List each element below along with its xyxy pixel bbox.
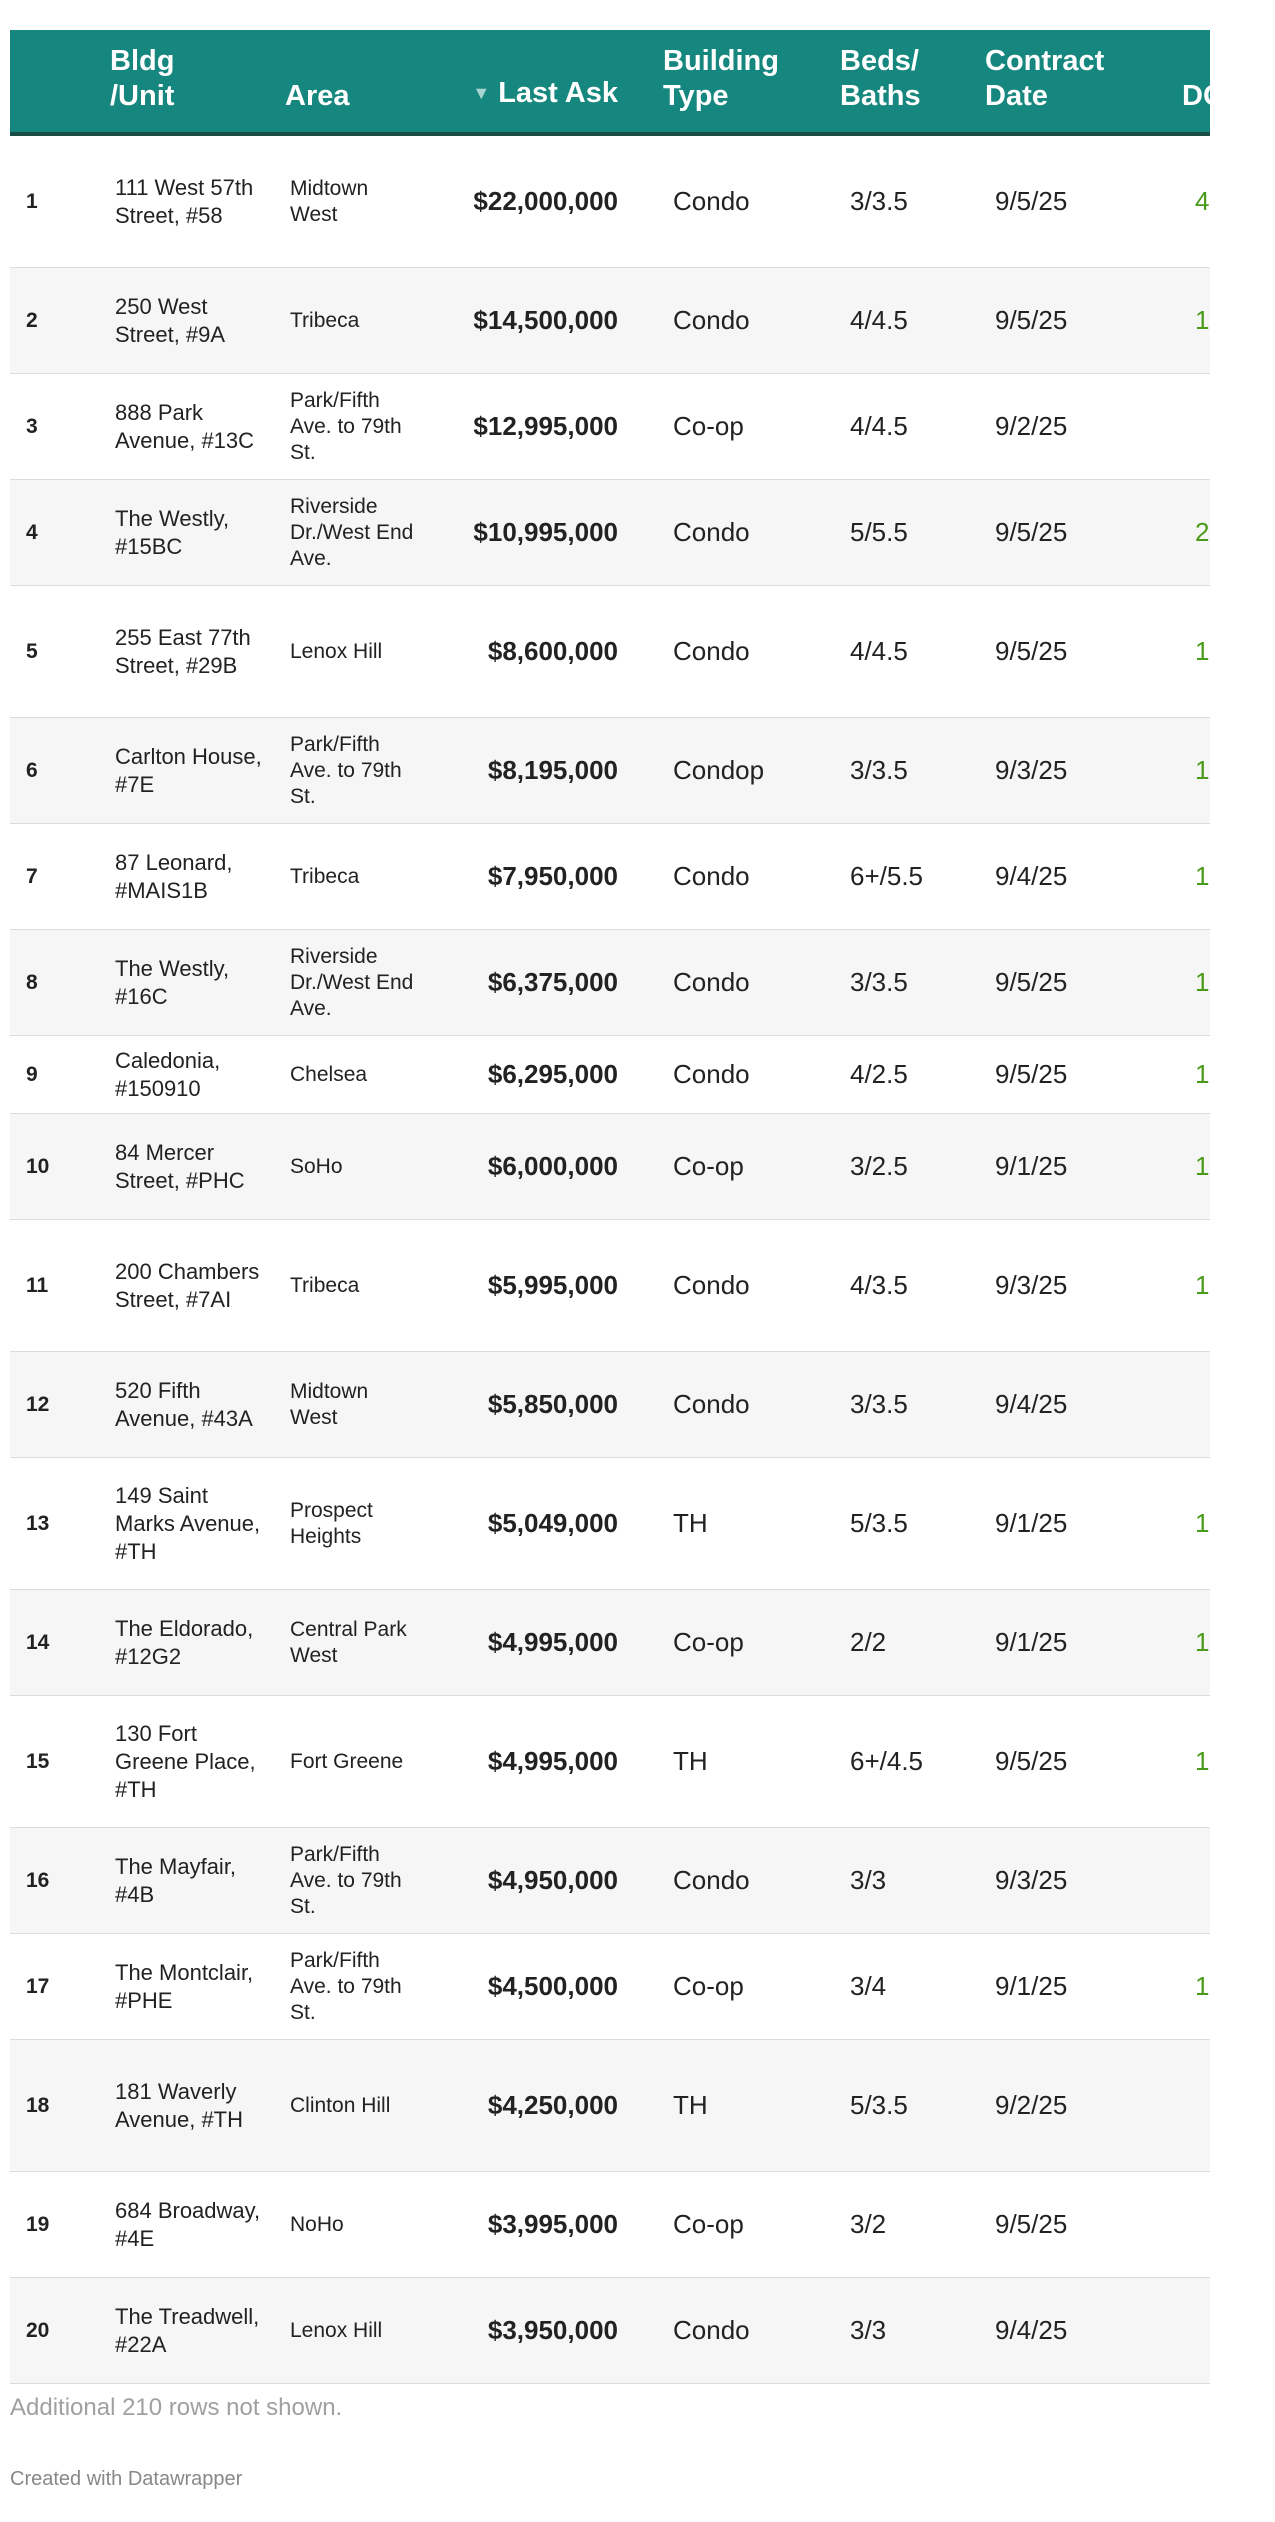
rows-hidden-note: Additional 210 rows not shown. [10, 2394, 343, 2421]
contract-date-cell: 9/2/25 [995, 411, 1068, 441]
building-type-cell: Condop [673, 755, 765, 785]
beds-baths-cell: 3/4 [850, 1971, 887, 2001]
last-ask-cell: $4,250,000 [487, 2090, 618, 2120]
column-header-contract-date[interactable] [985, 44, 1104, 114]
beds-baths-cell: 4/4.5 [850, 305, 908, 335]
area-cell: Midtown West [290, 1379, 369, 1429]
row-rank: 19 [26, 2212, 50, 2236]
dom-cell: 1 [1195, 1151, 1210, 1181]
column-header-label: Bldg /Unit [110, 45, 175, 112]
dom-cell: 1 [1195, 1508, 1210, 1538]
row-rank: 9 [26, 1062, 38, 1086]
building-type-cell: Condo [673, 1865, 750, 1895]
area-cell: Park/Fifth Ave. to 79th St. [290, 732, 402, 808]
row-rank: 3 [26, 414, 38, 438]
contract-date-cell: 9/5/25 [995, 967, 1068, 997]
building-type-cell: Condo [673, 186, 750, 216]
building-type-cell: Condo [673, 861, 750, 891]
contract-date-cell: 9/1/25 [995, 1971, 1068, 2001]
table-row [10, 374, 1210, 480]
contract-date-cell: 9/5/25 [995, 2209, 1068, 2239]
last-ask-cell: $7,950,000 [487, 861, 618, 891]
row-rank: 13 [26, 1511, 50, 1535]
building-type-cell: Condo [673, 636, 750, 666]
contract-date-cell: 9/3/25 [995, 755, 1068, 785]
building-unit-cell[interactable]: The Westly, #15BC [115, 505, 230, 559]
dom-cell: 1 [1195, 636, 1210, 666]
last-ask-cell: $4,950,000 [487, 1865, 618, 1895]
last-ask-cell: $3,950,000 [487, 2315, 618, 2345]
column-header-label: DOM [1182, 80, 1250, 112]
table-row [10, 480, 1210, 586]
last-ask-cell: $5,850,000 [487, 1389, 618, 1419]
dom-cell: 1 [1195, 1971, 1210, 2001]
last-ask-cell: $8,600,000 [487, 636, 618, 666]
beds-baths-cell: 3/3.5 [850, 1389, 908, 1419]
area-cell: Park/Fifth Ave. to 79th St. [290, 388, 402, 464]
building-type-cell: Co-op [673, 1151, 744, 1181]
last-ask-cell: $5,049,000 [487, 1508, 618, 1538]
dom-cell: 1 [1195, 305, 1210, 335]
last-ask-cell: $12,995,000 [473, 411, 618, 441]
beds-baths-cell: 3/3 [850, 1865, 887, 1895]
contract-date-cell: 9/1/25 [995, 1151, 1068, 1181]
row-rank: 20 [26, 2318, 50, 2342]
beds-baths-cell: 6+/4.5 [850, 1746, 924, 1776]
building-unit-cell[interactable]: 250 West Street, #9A [115, 293, 226, 347]
column-header-dom[interactable] [1182, 79, 1250, 114]
table-header [10, 30, 1250, 136]
table-row [10, 268, 1210, 374]
dom-cell: 1 [1195, 1059, 1210, 1089]
table-row [10, 1696, 1210, 1828]
building-unit-cell[interactable]: 200 Chambers Street, #7AI [115, 1258, 260, 1312]
table-row [10, 2172, 1210, 2278]
column-header-label: Contract Date [985, 45, 1105, 112]
building-unit-cell[interactable]: 87 Leonard, #MAIS1B [115, 849, 233, 903]
table-body [10, 136, 1210, 2384]
row-rank: 18 [26, 2093, 50, 2117]
column-header-building-type[interactable] [663, 44, 779, 114]
row-rank: 4 [26, 520, 38, 544]
dom-cell [1195, 374, 1275, 479]
dom-cell [1195, 2040, 1275, 2171]
dom-cell: 1 [1195, 861, 1210, 891]
sort-descending-icon: ▼ [472, 83, 491, 103]
building-type-cell: TH [673, 1508, 708, 1538]
beds-baths-cell: 6+/5.5 [850, 861, 924, 891]
building-type-cell: Co-op [673, 2209, 744, 2239]
building-unit-cell[interactable]: Carlton House, #7E [115, 743, 262, 797]
beds-baths-cell: 2/2 [850, 1627, 887, 1657]
building-unit-cell[interactable]: 888 Park Avenue, #13C [115, 399, 255, 453]
contract-date-cell: 9/5/25 [995, 1059, 1068, 1089]
dom-cell: 2 [1195, 517, 1210, 547]
last-ask-cell: $10,995,000 [473, 517, 618, 547]
building-unit-cell[interactable]: The Mayfair, #4B [115, 1853, 237, 1907]
last-ask-cell: $22,000,000 [473, 186, 618, 216]
dom-cell [1195, 1352, 1275, 1457]
building-unit-cell[interactable]: The Eldorado, #12G2 [115, 1615, 254, 1669]
area-cell: Clinton Hill [290, 2093, 391, 2117]
area-cell: NoHo [290, 2212, 344, 2236]
row-rank: 16 [26, 1868, 50, 1892]
building-unit-cell[interactable]: 255 East 77th Street, #29B [115, 624, 251, 678]
last-ask-cell: $6,375,000 [487, 967, 618, 997]
row-rank: 8 [26, 970, 38, 994]
building-unit-cell[interactable]: The Montclair, #PHE [115, 1959, 254, 2013]
last-ask-cell: $4,995,000 [487, 1627, 618, 1657]
contract-date-cell: 9/3/25 [995, 1865, 1068, 1895]
area-cell: Chelsea [290, 1062, 368, 1086]
table-row [10, 1114, 1210, 1220]
area-cell: Tribeca [290, 864, 360, 888]
beds-baths-cell: 3/3.5 [850, 755, 908, 785]
row-rank: 6 [26, 758, 38, 782]
contract-date-cell: 9/5/25 [995, 305, 1068, 335]
contract-date-cell: 9/3/25 [995, 1270, 1068, 1300]
building-type-cell: Condo [673, 305, 750, 335]
contract-date-cell: 9/1/25 [995, 1627, 1068, 1657]
area-cell: Midtown West [290, 176, 369, 226]
building-unit-cell[interactable]: Caledonia, #150910 [115, 1047, 221, 1101]
row-rank: 14 [26, 1630, 50, 1654]
beds-baths-cell: 5/3.5 [850, 1508, 908, 1538]
building-type-cell: Condo [673, 1389, 750, 1419]
building-type-cell: Condo [673, 967, 750, 997]
beds-baths-cell: 4/3.5 [850, 1270, 908, 1300]
building-unit-cell[interactable]: 181 Waverly Avenue, #TH [115, 2078, 244, 2132]
area-cell: SoHo [290, 1154, 343, 1178]
building-type-cell: TH [673, 2090, 708, 2120]
area-cell: Tribeca [290, 308, 360, 332]
column-header-label: Last Ask [498, 77, 618, 109]
table-row [10, 1590, 1210, 1696]
building-type-cell: Condo [673, 2315, 750, 2345]
last-ask-cell: $4,995,000 [487, 1746, 618, 1776]
row-rank: 7 [26, 864, 38, 888]
row-rank: 11 [26, 1273, 49, 1297]
table-row [10, 930, 1210, 1036]
last-ask-cell: $3,995,000 [487, 2209, 618, 2239]
dom-cell: 1 [1195, 1627, 1210, 1657]
building-unit-cell[interactable]: 84 Mercer Street, #PHC [115, 1139, 245, 1193]
table-row [10, 2040, 1210, 2172]
contract-date-cell: 9/4/25 [995, 861, 1068, 891]
area-cell: Tribeca [290, 1273, 360, 1297]
building-unit-cell[interactable]: 130 Fort Greene Place, #TH [115, 1720, 256, 1802]
dom-cell: 1 [1195, 967, 1210, 997]
column-header-bldg-unit[interactable] [110, 44, 174, 114]
area-cell: Park/Fifth Ave. to 79th St. [290, 1842, 402, 1918]
beds-baths-cell: 3/2.5 [850, 1151, 908, 1181]
contract-date-cell: 9/4/25 [995, 2315, 1068, 2345]
table-row [10, 1934, 1210, 2040]
building-type-cell: Co-op [673, 1627, 744, 1657]
dom-cell [1195, 2172, 1275, 2277]
beds-baths-cell: 3/3.5 [850, 967, 908, 997]
building-type-cell: Co-op [673, 411, 744, 441]
column-header-label: Beds/ Baths [840, 45, 921, 112]
table-row [10, 136, 1210, 268]
contract-date-cell: 9/4/25 [995, 1389, 1068, 1419]
building-unit-cell[interactable]: 684 Broadway, #4E [115, 2197, 261, 2251]
beds-baths-cell: 4/4.5 [850, 636, 908, 666]
column-header-last-ask[interactable] [435, 76, 618, 114]
row-rank: 10 [26, 1154, 50, 1178]
table-row [10, 1458, 1210, 1590]
listings-table [10, 30, 1250, 2384]
table-row [10, 1828, 1210, 1934]
area-cell: Central Park West [290, 1617, 407, 1667]
building-type-cell: Condo [673, 1059, 750, 1089]
last-ask-cell: $8,195,000 [487, 755, 618, 785]
row-rank: 17 [26, 1974, 50, 1998]
table-row [10, 718, 1210, 824]
area-cell: Riverside Dr./West End Ave. [290, 494, 414, 570]
building-unit-cell[interactable]: The Westly, #16C [115, 955, 230, 1009]
area-cell: Prospect Heights [290, 1498, 373, 1548]
contract-date-cell: 9/5/25 [995, 1746, 1068, 1776]
beds-baths-cell: 4/2.5 [850, 1059, 908, 1089]
contract-date-cell: 9/5/25 [995, 636, 1068, 666]
table-row [10, 1220, 1210, 1352]
table-row [10, 2278, 1210, 2384]
row-rank: 1 [26, 189, 38, 213]
dom-cell [1195, 1828, 1275, 1933]
beds-baths-cell: 3/3.5 [850, 186, 908, 216]
column-header-label: Building Type [663, 45, 779, 112]
column-header-label: Area [285, 80, 350, 112]
dom-cell [1195, 2278, 1275, 2383]
datawrapper-credit-link[interactable]: Created with Datawrapper [10, 2468, 243, 2490]
last-ask-cell: $4,500,000 [487, 1971, 618, 2001]
building-type-cell: Co-op [673, 1971, 744, 2001]
building-type-cell: Condo [673, 1270, 750, 1300]
contract-date-cell: 9/5/25 [995, 186, 1068, 216]
last-ask-cell: $6,295,000 [487, 1059, 618, 1089]
contract-date-cell: 9/2/25 [995, 2090, 1068, 2120]
table-row [10, 586, 1210, 718]
table-row [10, 1352, 1210, 1458]
beds-baths-cell: 3/2 [850, 2209, 887, 2239]
area-cell: Fort Greene [290, 1749, 404, 1773]
contract-date-cell: 9/5/25 [995, 517, 1068, 547]
building-unit-cell[interactable]: The Treadwell, #22A [115, 2303, 260, 2357]
contract-date-cell: 9/1/25 [995, 1508, 1068, 1538]
row-rank: 2 [26, 308, 38, 332]
beds-baths-cell: 5/3.5 [850, 2090, 908, 2120]
beds-baths-cell: 3/3 [850, 2315, 887, 2345]
beds-baths-cell: 5/5.5 [850, 517, 908, 547]
building-type-cell: TH [673, 1746, 708, 1776]
beds-baths-cell: 4/4.5 [850, 411, 908, 441]
area-cell: Lenox Hill [290, 639, 383, 663]
table-row [10, 824, 1210, 930]
row-rank: 12 [26, 1392, 50, 1416]
table-row [10, 1036, 1210, 1114]
row-rank: 15 [26, 1749, 50, 1773]
last-ask-cell: $14,500,000 [473, 305, 618, 335]
area-cell: Riverside Dr./West End Ave. [290, 944, 414, 1020]
dom-cell: 1 [1195, 1270, 1210, 1300]
area-cell: Park/Fifth Ave. to 79th St. [290, 1948, 402, 2024]
last-ask-cell: $6,000,000 [487, 1151, 618, 1181]
last-ask-cell: $5,995,000 [487, 1270, 618, 1300]
building-type-cell: Condo [673, 517, 750, 547]
building-unit-cell[interactable]: 520 Fifth Avenue, #43A [115, 1377, 253, 1431]
row-rank: 5 [26, 639, 38, 663]
building-unit-cell[interactable]: 111 West 57th Street, #58 [115, 174, 254, 228]
area-cell: Lenox Hill [290, 2318, 383, 2342]
building-unit-cell[interactable]: 149 Saint Marks Avenue, #TH [115, 1482, 261, 1564]
column-header-area[interactable] [285, 79, 350, 114]
column-header-beds-baths[interactable] [840, 44, 921, 114]
dom-cell: 1 [1195, 1746, 1210, 1776]
dom-cell: 1 [1195, 755, 1210, 785]
dom-cell: 4 [1195, 186, 1210, 216]
